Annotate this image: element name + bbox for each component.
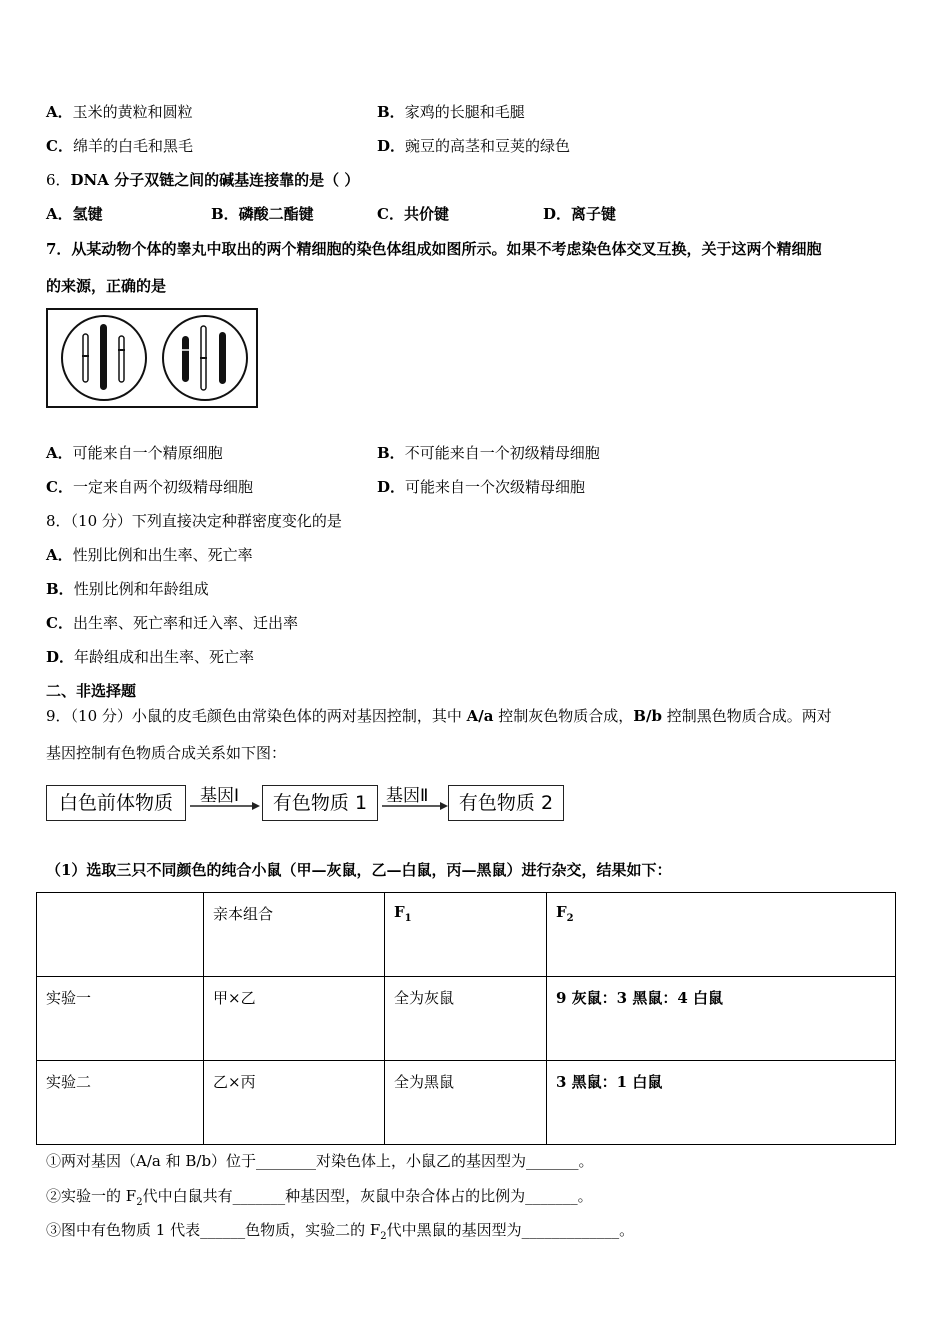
table-row — [37, 1061, 896, 1145]
q5-option-d: D．豌豆的高茎和豆荚的绿色 — [377, 137, 571, 155]
table-header-cell — [37, 893, 204, 977]
flow-box-white-precursor: 白色前体物质 — [46, 785, 186, 821]
q6-stem: 6．DNA 分子双链之间的碱基连接靠的是（ ） — [46, 171, 360, 189]
flow-label-gene-2: 基因Ⅱ — [386, 786, 429, 806]
flow-label-gene-1: 基因Ⅰ — [200, 786, 240, 806]
cell-1-chromosomes — [82, 324, 125, 390]
q9-sub1: （1）选取三只不同颜色的纯合小鼠（甲—灰鼠，乙—白鼠，丙—黑鼠）进行杂交，结果如下： — [46, 861, 672, 879]
q7-option-b: B．不可能来自一个初级精母细胞 — [377, 444, 600, 462]
experiment-table — [36, 892, 896, 1145]
flow-box-pigment-1: 有色物质 1 — [262, 785, 378, 821]
q5-option-b: B．家鸡的长腿和毛腿 — [377, 103, 525, 121]
q7-stem-line2: 的来源，正确的是 — [46, 277, 167, 295]
sperm-cell-figure — [46, 308, 258, 408]
table-cell: 实验二 — [37, 1061, 204, 1145]
q9-blank-2: ②实验一的 $F_2$代中白鼠共有_______种基因型，灰鼠中杂合体占的比例为_______。 — [46, 1187, 593, 1208]
table-header-cell: 亲本组合 — [204, 893, 385, 977]
table-header-cell: $F_2$ — [547, 893, 896, 977]
chromosome-diagram — [48, 310, 256, 406]
q8-option-c: C．出生率、死亡率和迁入率、迁出率 — [46, 614, 298, 632]
q8-stem: 8．（10 分）下列直接决定种群密度变化的是 — [46, 512, 342, 530]
arrow-right-icon — [188, 801, 262, 811]
q7-stem-line1: 7．从某动物个体的睾丸中取出的两个精细胞的染色体组成如图所示。如果不考虑染色体交叉互换，关于这两个精细胞 — [46, 240, 822, 258]
table-header-row — [37, 893, 896, 977]
q6-option-b: B．磷酸二酯键 — [211, 205, 314, 223]
table-cell: 3 黑鼠：1 白鼠 — [547, 1061, 896, 1145]
q9-blank-1: ①两对基因（A/a 和 B/b）位于________对染色体上，小鼠乙的基因型为_______。 — [46, 1152, 594, 1170]
q6-option-a: A．氢键 — [46, 205, 103, 223]
table-cell: 全为黑鼠 — [385, 1061, 547, 1145]
q8-option-b: B．性别比例和年龄组成 — [46, 580, 209, 598]
pathway-diagram — [46, 785, 566, 825]
q6-option-c: C．共价键 — [377, 205, 449, 223]
q9-blank-3: ③图中有色物质 1 代表______色物质，实验二的 $F_2$代中黑鼠的基因型为_____________。 — [46, 1221, 635, 1242]
q6-option-d: D．离子键 — [543, 205, 617, 223]
q8-option-a: A．性别比例和出生率、死亡率 — [46, 546, 253, 564]
arrow-right-icon — [380, 801, 450, 811]
table-cell: 9 灰鼠：3 黑鼠：4 白鼠 — [547, 977, 896, 1061]
table-cell: 全为灰鼠 — [385, 977, 547, 1061]
q7-option-a: A．可能来自一个精原细胞 — [46, 444, 223, 462]
q5-option-c: C．绵羊的白毛和黑毛 — [46, 137, 193, 155]
q7-option-d: D．可能来自一个次级精母细胞 — [377, 478, 586, 496]
table-cell: 实验一 — [37, 977, 204, 1061]
q7-option-c: C．一定来自两个初级精母细胞 — [46, 478, 253, 496]
q9-stem-line2: 基因控制有色物质合成关系如下图： — [46, 744, 287, 762]
q5-option-a: A．玉米的黄粒和圆粒 — [46, 103, 193, 121]
table-row — [37, 977, 896, 1061]
section-heading: 二、非选择题 — [46, 682, 137, 700]
flow-box-pigment-2: 有色物质 2 — [448, 785, 564, 821]
q8-option-d: D．年龄组成和出生率、死亡率 — [46, 648, 255, 666]
q9-stem-line1: 9．（10 分）小鼠的皮毛颜色由常染色体的两对基因控制，其中 A/a 控制灰色物质合成，B/b 控制黑色物质合成。两对 — [46, 707, 832, 725]
table-cell: 乙×丙 — [204, 1061, 385, 1145]
table-header-cell: $F_1$ — [385, 893, 547, 977]
table-cell: 甲×乙 — [204, 977, 385, 1061]
cell-2-chromosomes — [181, 326, 226, 390]
